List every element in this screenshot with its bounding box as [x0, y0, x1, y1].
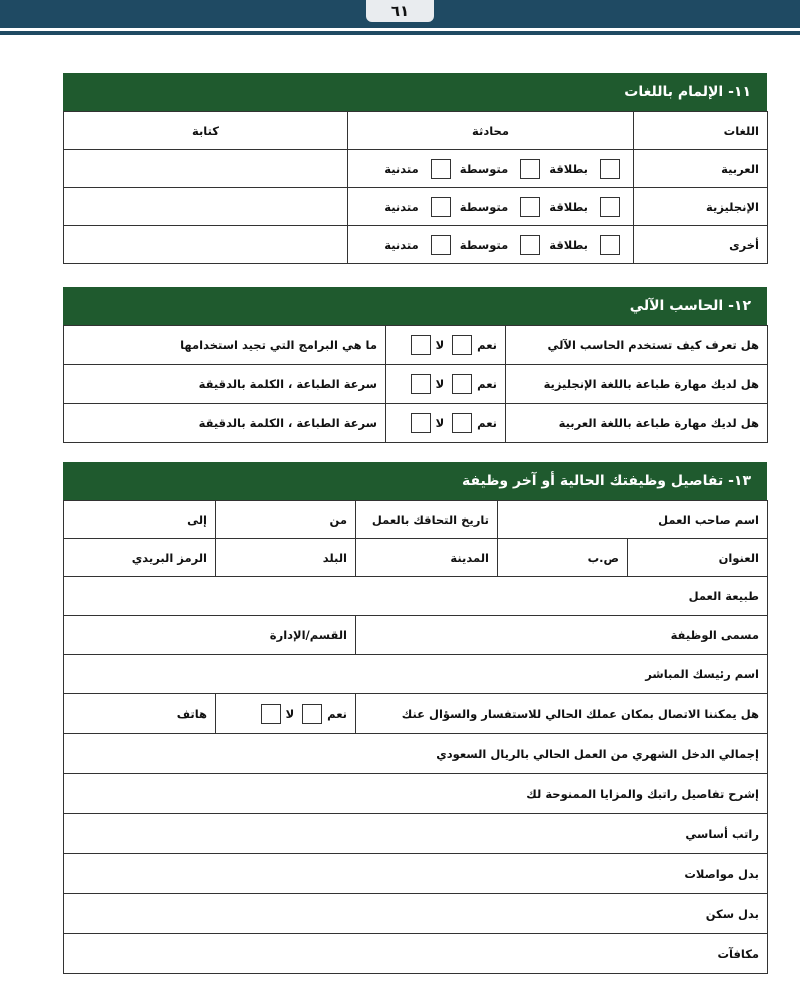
computer-table	[63, 325, 768, 443]
yes-no-options	[216, 694, 356, 734]
writing-header: كتابة	[64, 112, 348, 150]
no-label: لا	[435, 416, 445, 430]
conversation-options	[348, 188, 634, 226]
yes-checkbox[interactable]	[302, 704, 322, 724]
yes-label: نعم	[327, 706, 347, 721]
languages-section	[63, 73, 767, 264]
no-checkbox[interactable]	[411, 335, 431, 355]
computer-followup: سرعة الطباعة ، الكلمة بالدقيقة	[64, 365, 386, 404]
monthly-income-field[interactable]: إجمالي الدخل الشهري من العمل الحالي بالريال السعودي	[64, 734, 768, 774]
table-row	[64, 655, 768, 694]
po-box-field[interactable]: ص.ب	[498, 539, 628, 577]
no-label: لا	[285, 706, 295, 721]
no-checkbox[interactable]	[261, 704, 281, 724]
fluent-label: بطلاقة	[549, 161, 588, 176]
table-row	[64, 694, 768, 734]
fluent-label: بطلاقة	[549, 199, 588, 214]
writing-field[interactable]	[64, 150, 348, 188]
writing-field[interactable]	[64, 226, 348, 264]
yes-no-options	[386, 326, 506, 365]
computer-question: هل لديك مهارة طباعة باللغة العربية	[506, 404, 768, 443]
job-table	[63, 500, 768, 974]
intermediate-label: متوسطة	[459, 199, 509, 214]
table-row	[64, 150, 768, 188]
computer-followup: سرعة الطباعة ، الكلمة بالدقيقة	[64, 404, 386, 443]
table-row	[64, 226, 768, 264]
country-field[interactable]: البلد	[216, 539, 356, 577]
no-label: لا	[435, 377, 445, 391]
table-row	[64, 734, 768, 774]
fluent-checkbox[interactable]	[600, 197, 620, 217]
join-date-label: تاريخ التحاقك بالعمل	[356, 501, 498, 539]
conversation-options	[348, 150, 634, 188]
computer-section-title: ١٢- الحاسب الآلي	[63, 287, 767, 325]
from-field[interactable]: من	[216, 501, 356, 539]
yes-checkbox[interactable]	[452, 374, 472, 394]
top-bar-line	[0, 31, 800, 35]
low-checkbox[interactable]	[431, 159, 451, 179]
table-row	[64, 404, 768, 443]
intermediate-checkbox[interactable]	[520, 159, 540, 179]
table-row	[64, 814, 768, 854]
yes-label: نعم	[477, 416, 497, 430]
table-row	[64, 774, 768, 814]
languages-header: اللغات	[634, 112, 768, 150]
no-label: لا	[435, 338, 445, 352]
transport-allowance-field[interactable]: بدل مواصلات	[64, 854, 768, 894]
table-row	[64, 894, 768, 934]
table-row	[64, 539, 768, 577]
job-title-field[interactable]: مسمى الوظيفة	[356, 616, 768, 655]
salary-details-label: إشرح تفاصيل راتبك والمزايا الممنوحة لك	[64, 774, 768, 814]
table-row	[64, 365, 768, 404]
conversation-header: محادثة	[348, 112, 634, 150]
manager-name-field[interactable]: اسم رئيسك المباشر	[64, 655, 768, 694]
languages-section-title: ١١- الإلمام باللغات	[63, 73, 767, 111]
computer-question: هل لديك مهارة طباعة باللغة الإنجليزية	[506, 365, 768, 404]
address-field[interactable]: العنوان	[628, 539, 768, 577]
writing-field[interactable]	[64, 188, 348, 226]
table-row	[64, 577, 768, 616]
table-row	[64, 934, 768, 974]
languages-table	[63, 111, 768, 264]
page-number: ٦١	[366, 0, 434, 22]
no-checkbox[interactable]	[411, 413, 431, 433]
low-label: متدنية	[384, 237, 419, 252]
intermediate-checkbox[interactable]	[520, 235, 540, 255]
yes-no-options	[386, 365, 506, 404]
intermediate-label: متوسطة	[459, 237, 509, 252]
bonuses-field[interactable]: مكافآت	[64, 934, 768, 974]
fluent-checkbox[interactable]	[600, 235, 620, 255]
yes-no-options	[386, 404, 506, 443]
employer-name-field[interactable]: اسم صاحب العمل	[498, 501, 768, 539]
fluent-checkbox[interactable]	[600, 159, 620, 179]
computer-section	[63, 287, 767, 443]
department-field[interactable]: القسم/الإدارة	[64, 616, 356, 655]
job-section	[63, 462, 767, 974]
language-label: العربية	[634, 150, 768, 188]
work-nature-field[interactable]: طبيعة العمل	[64, 577, 768, 616]
contact-question: هل يمكننا الاتصال بمكان عملك الحالي للاستفسار والسؤال عنك	[356, 694, 768, 734]
job-section-title: ١٣- تفاصيل وظيفتك الحالية أو آخر وظيفة	[63, 462, 767, 500]
language-label: أخرى	[634, 226, 768, 264]
fluent-label: بطلاقة	[549, 237, 588, 252]
yes-label: نعم	[477, 377, 497, 391]
table-row	[64, 854, 768, 894]
postal-code-field[interactable]: الرمز البريدي	[64, 539, 216, 577]
computer-question: هل تعرف كيف تستخدم الحاسب الآلي	[506, 326, 768, 365]
language-label: الإنجليزية	[634, 188, 768, 226]
intermediate-label: متوسطة	[459, 161, 509, 176]
yes-checkbox[interactable]	[452, 413, 472, 433]
computer-followup: ما هي البرامج التي تجيد استخدامها	[64, 326, 386, 365]
conversation-options	[348, 226, 634, 264]
table-row	[64, 188, 768, 226]
basic-salary-field[interactable]: راتب أساسي	[64, 814, 768, 854]
table-row	[64, 501, 768, 539]
phone-field[interactable]: هاتف	[64, 694, 216, 734]
housing-allowance-field[interactable]: بدل سكن	[64, 894, 768, 934]
intermediate-checkbox[interactable]	[520, 197, 540, 217]
no-checkbox[interactable]	[411, 374, 431, 394]
low-label: متدنية	[384, 161, 419, 176]
low-label: متدنية	[384, 199, 419, 214]
yes-label: نعم	[477, 338, 497, 352]
low-checkbox[interactable]	[431, 235, 451, 255]
to-field[interactable]: إلى	[64, 501, 216, 539]
table-row	[64, 616, 768, 655]
yes-checkbox[interactable]	[452, 335, 472, 355]
city-field[interactable]: المدينة	[356, 539, 498, 577]
low-checkbox[interactable]	[431, 197, 451, 217]
table-row	[64, 326, 768, 365]
